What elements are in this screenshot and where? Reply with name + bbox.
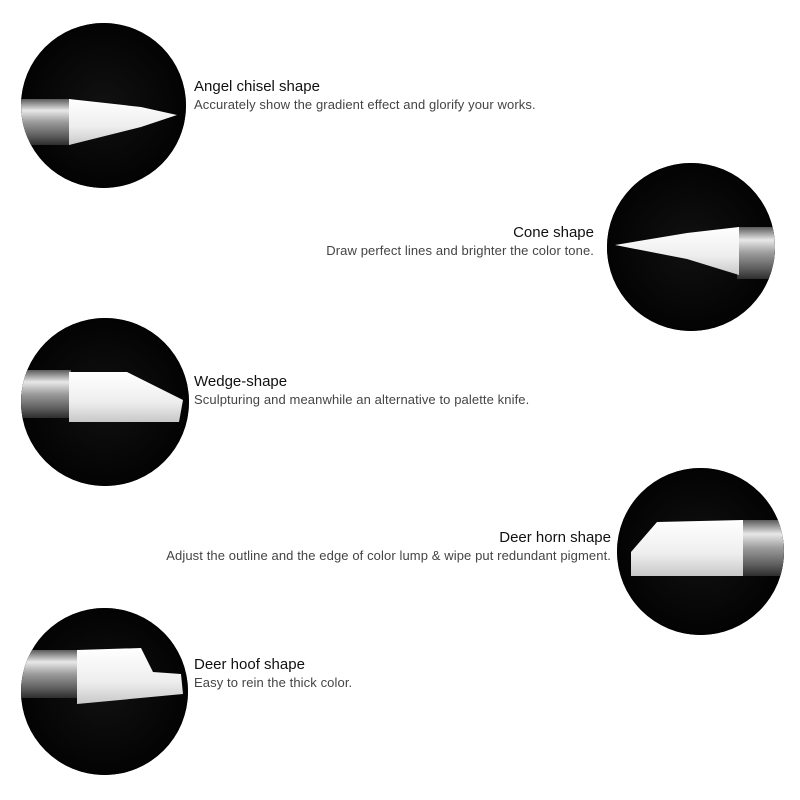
tip-description: Draw perfect lines and brighter the color tone.: [326, 243, 594, 258]
deer-horn-tip-icon: [617, 468, 784, 635]
deer-hoof-circle: [21, 608, 188, 775]
deer-hoof-tip-icon: [21, 608, 188, 775]
tip-description: Accurately show the gradient effect and glorify your works.: [194, 97, 536, 112]
tip-label-1: [194, 78, 536, 113]
cone-circle: [607, 163, 775, 331]
tip-label-5: [194, 656, 352, 691]
tip-title: Deer hoof shape: [194, 656, 305, 673]
angel-chisel-circle: [21, 23, 186, 188]
tip-title: Wedge-shape: [194, 373, 288, 390]
tip-description: Adjust the outline and the edge of color lump & wipe put redundant pigment.: [166, 548, 611, 563]
tip-description: Easy to rein the thick color.: [194, 675, 353, 690]
tip-title: Deer horn shape: [499, 529, 611, 546]
tip-label-3: [194, 373, 529, 408]
tip-title: Angel chisel shape: [194, 78, 320, 95]
tip-title: Cone shape: [513, 224, 594, 241]
wedge-tip-icon: [21, 318, 189, 486]
deer-horn-circle: [617, 468, 784, 635]
wedge-circle: [21, 318, 189, 486]
tip-label-2: [326, 224, 594, 259]
tip-label-4: [166, 529, 611, 564]
tip-description: Sculpturing and meanwhile an alternative to palette knife.: [194, 392, 530, 407]
angel-chisel-tip-icon: [21, 23, 186, 188]
cone-tip-icon: [607, 163, 775, 331]
